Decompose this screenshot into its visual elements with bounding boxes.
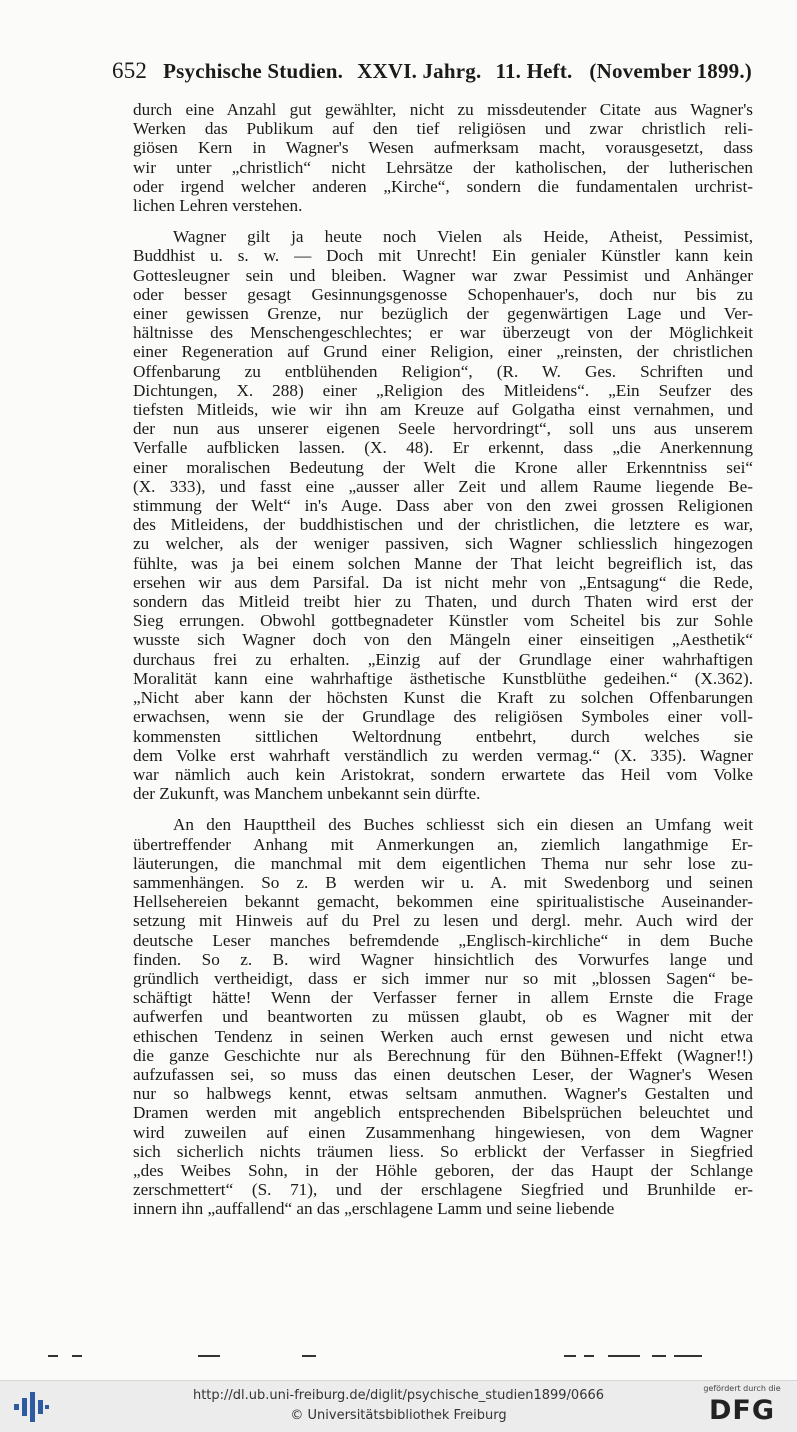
text-line: „des Weibes Sohn, in der Höhle geboren, der das Haupt der Schlange [133, 1160, 753, 1180]
volume-label: XXVI. Jahrg. [357, 59, 482, 83]
text-line: Verfalle aufblicken lassen. (X. 48). Er erkennt, dass „die Anerkennung [133, 438, 753, 458]
text-line: übertreffender Anhang mit Anmerkungen an, ziemlich langathmige Er- [133, 834, 753, 854]
text-line: war nämlich auch kein Aristokrat, sondern erwartete das Heil vom Volke [133, 764, 753, 784]
dfg-logo: DFG [708, 1395, 776, 1426]
text-line: einer moralischen Bedeutung der Welt die Krone aller Erkenntniss sei“ [133, 457, 753, 477]
text-line: Offenbarung zu entblühenden Religion“, (R. W. Ges. Schriften und [133, 361, 753, 381]
text-line: zu welcher, als der weniger passiven, sich Wagner schliesslich hingezogen [133, 534, 753, 554]
text-line: wusste sich Wagner doch von den Mängeln einer einseitigen „Aesthetik“ [133, 630, 753, 650]
text-line: dem Volke erst wahrhaft verständlich zu werden vermag.“ (X. 335). Wagner [133, 745, 753, 765]
paragraph [133, 815, 753, 1218]
issue-label: 11. Heft. [495, 59, 573, 83]
text-line: des Mitleidens, der buddhistischen und der christlichen, die letztere es war, [133, 515, 753, 535]
text-line: fühlte, was ja bei einem solchen Manne der That leicht begreiflich ist, das [133, 553, 753, 573]
copyright-notice: © Universitätsbibliothek Freiburg [290, 1408, 507, 1423]
text-line: oder irgend welcher anderen „Kirche“, sondern die fundamentalen urchrist- [133, 176, 753, 196]
text-line: wir unter „christlich“ nicht Lehrsätze der katholischen, der lutherischen [133, 157, 753, 177]
journal-title: Psychische Studien. [163, 59, 344, 83]
scan-artifact-dashes [40, 1355, 760, 1361]
text-line: Hellsehereien bekannt gemacht, bekommen eine spiritualistische Auseinander- [133, 892, 753, 912]
text-line: kommensten sittlichen Weltordnung entbehrt, durch welches sie [133, 726, 753, 746]
text-line: tiefsten Mitleids, wie wir ihn am Kreuze auf Golgatha einst vernahmen, und [133, 400, 753, 420]
text-line: der Zukunft, was Manchem unbekannt sein dürfte. [133, 784, 481, 804]
text-line: ethischen Tendenz in seinen Werken auch ernst gewesen und nicht etwa [133, 1026, 753, 1046]
text-line: einer Regeneration auf Grund einer Religion, einer „reinsten, der christlichen [133, 342, 753, 362]
text-line: An den Haupttheil des Buches schliesst sich ein diesen an Umfang weit [173, 815, 753, 835]
text-line: erwachsen, wenn sie der Grundlage des religiösen Symboles einer voll- [133, 707, 753, 727]
text-line: gründlich vertheidigt, dass er sich immer nur so mit „blossen Sagen“ be- [133, 968, 753, 988]
paragraph [133, 227, 753, 803]
article-body [133, 100, 753, 1231]
text-line: Werken das Publikum auf den tief religiösen und zwar christlich reli- [133, 119, 753, 139]
text-line: die ganze Geschichte nur als Berechnung für den Bühnen-Effekt (Wagner!!) [133, 1045, 753, 1065]
issue-date: (November 1899.) [589, 59, 752, 83]
text-line: Moralität kann eine wahrhaftige ästhetische Kunstblüthe gedeihen.“ (X.362). [133, 668, 753, 688]
text-line: oder besser gesagt Gesinnungsgenosse Schopenhauer's, doch nur bis zu [133, 284, 753, 304]
text-line: läuterungen, die manchmal mit dem eigentlichen Thema nur sehr lose zu- [133, 853, 753, 873]
text-line: durch eine Anzahl gut gewählter, nicht zu missdeutender Citate aus Wagner's [133, 100, 753, 119]
text-line: Buddhist u. s. w. — Doch mit Unrecht! Ein genialer Künstler kann kein [133, 246, 753, 266]
text-line: Sieg errungen. Obwohl gottbegnadeter Künstler vom Scheitel bis zur Sohle [133, 611, 753, 631]
text-line: nur so halbwegs kennt, etwas seltsam anmuthen. Wagner's Gestalten und [133, 1084, 753, 1104]
funder-note: gefördert durch die [703, 1384, 781, 1393]
text-line: (X. 333), und fasst eine „ausser aller Zeit und allem Raume liegende Be- [133, 476, 753, 496]
paragraph [133, 100, 753, 215]
text-line: aufzufassen sei, so muss das einen deutschen Leser, der Wagner's Wesen [133, 1064, 753, 1084]
text-line: hältnisse des Menschengeschlechtes; er war überzeugt von der Möglichkeit [133, 323, 753, 343]
text-line: ersehen wir aus dem Parsifal. Da ist nicht mehr von „Entsagung“ die Rede, [133, 572, 753, 592]
text-line: innern ihn „auffallend“ an das „erschlagene Lamm und seine liebende [133, 1199, 615, 1219]
text-line: Wagner gilt ja heute noch Vielen als Heide, Atheist, Pessimist, [173, 227, 753, 247]
document-url-link[interactable]: http://dl.ub.uni-freiburg.de/diglit/psychische_studien1899/0666 [192, 1388, 605, 1403]
text-line: durchaus frei zu erhalten. „Einzig auf der Grundlage einer wahrhaftigen [133, 649, 753, 669]
text-line: zerschmettert“ (S. 71), und der erschlagene Siegfried und Brunhilde er- [133, 1180, 753, 1200]
text-line: stimmung der Welt“ in's Auge. Dass aber von den zwei grossen Religionen [133, 496, 753, 516]
text-line: Gottesleugner sein und bleiben. Wagner war zwar Pessimist und Anhänger [133, 265, 753, 285]
viewer-footer [0, 1380, 797, 1432]
text-line: deutsche Leser manches befremdende „Englisch-kirchliche“ in dem Buche [133, 930, 753, 950]
text-line: finden. So z. B. wird Wagner hinsichtlich des Vorwurfes lange und [133, 949, 753, 969]
text-line: sich sicherlich nichts träumen liess. So erblickt der Verfasser in Siegfried [133, 1141, 753, 1161]
text-line: der nun aus unserer eigenen Seele hervordringt“, soll uns aus unserem [133, 419, 753, 439]
page-number: 652 [112, 58, 148, 83]
text-line: schäftigt hätte! Wenn der Verfasser ferner in allem Ernste die Frage [133, 988, 753, 1008]
text-line: aufwerfen und beantworten zu müssen glaubt, ob es Wagner mit der [133, 1007, 753, 1027]
text-line: Dramen werden mit angeblich entsprechenden Bibelsprüchen beleuchtet und [133, 1103, 753, 1123]
text-line: giösen Kern in Wagner's Wesen aufmerksam macht, vorausgesetzt, dass [133, 138, 753, 158]
text-line: Dichtungen, X. 288) einer „Religion des Mitleidens“. „Ein Seufzer des [133, 380, 753, 400]
text-line: „Nicht aber kann der höchsten Kunst die Kraft zu solchen Offenbarungen [133, 688, 753, 708]
text-line: lichen Lehren verstehen. [133, 196, 303, 216]
text-line: sammenhängen. So z. B werden wir u. A. mit Swedenborg und seinen [133, 872, 753, 892]
text-line: sondern das Mitleid treibt hier zu Thaten, und durch Thaten wird erst der [133, 592, 753, 612]
running-header [112, 58, 752, 90]
text-line: setzung mit Hinweis auf du Prel zu lesen und dergl. mehr. Auch wird der [133, 911, 753, 931]
text-line: einer gewissen Grenze, nur bezüglich der gegenwärtigen Lage und Ver- [133, 304, 753, 324]
text-line: wird zuweilen auf einen Zusammenhang hingewiesen, von dem Wagner [133, 1122, 753, 1142]
